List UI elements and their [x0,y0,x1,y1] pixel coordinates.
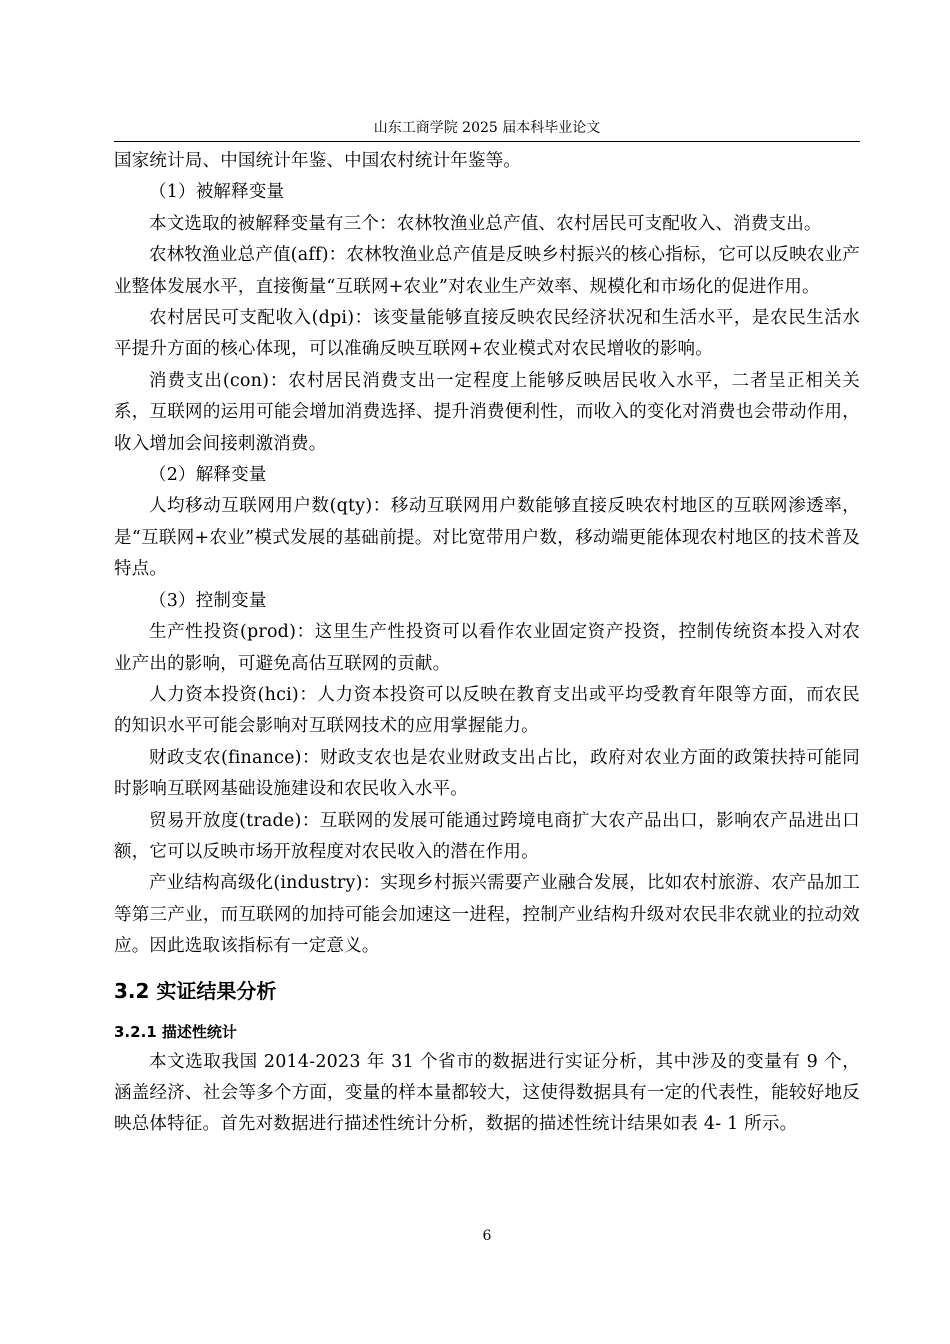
subsection-heading: 3.2.1 描述性统计 [114,1022,237,1041]
page-body [114,146,860,1141]
paragraph-prod: 生产性投资(prod)：这里生产性投资可以看作农业固定资产投资，控制传统资本投入对农业产出的影响，可避免高估互联网的贡献。 [114,622,860,674]
paragraph-hci: 人力资本投资(hci)：人力资本投资可以反映在教育支出或平均受教育年限等方面，而农民的知识水平可能会影响对互联网技术的应用掌握能力。 [114,684,860,737]
paragraph-trade: 贸易开放度(trade)：互联网的发展可能通过跨境电商扩大农产品出口，影响农产品进出口额，它可以反映市场开放程度对农民收入的潜在作用。 [114,810,860,862]
subheading-control-variables: （3）控制变量 [149,590,267,611]
paragraph-qty: 人均移动互联网用户数(qty)：移动互联网用户数能够直接反映农村地区的互联网渗透率，是“互联网+农业”模式发展的基础前提。对比宽带用户数，移动端更能体现农村地区的技术普及特点。 [114,496,860,580]
subheading-explanatory-variables: （2）解释变量 [149,465,267,486]
paragraph-finance: 财政支农(finance)：财政支农也是农业财政支出占比，政府对农业方面的政策扶持可能同时影响互联网基础设施建设和农民收入水平。 [114,747,860,800]
subheading-dependent-variables: （1）被解释变量 [149,182,285,203]
paragraph-industry: 产业结构高级化(industry)：实现乡村振兴需要产业融合发展，比如农村旅游、农产品加工等第三产业，而互联网的加持可能会加速这一进程，控制产业结构升级对农民非农就业的拉动效应。因此选取该指标有一定意义。 [114,873,860,957]
paragraph-dpi: 农村居民可支配收入(dpi)：该变量能够直接反映农民经济状况和生活水平，是农民生活水平提升方面的核心体现，可以准确反映互联网+农业模式对农民增收的影响。 [114,308,860,360]
running-header: 山东工商学院 2025 届本科毕业论文 [373,120,601,136]
section-heading: 3.2 实证结果分析 [114,978,277,1003]
paragraph-descriptive-stats: 本文选取我国 2014-2023 年 31 个省市的数据进行实证分析，其中涉及的变量有 9 个，涵盖经济、社会等多个方面，变量的样本量都较大，这使得数据具有一定的代表性，能较好地反映总体特征。首先对数据进行描述性统计分析，数据的描述性统计结果如表 4- 1 所示。 [114,1051,860,1135]
paragraph-con: 消费支出(con)：农村居民消费支出一定程度上能够反映居民收入水平，二者呈正相关关系，互联网的运用可能会增加消费选择、提升消费便利性，而收入的变化对消费也会带动作用，收入增加会间接刺激消费。 [114,370,860,454]
page-number: 6 [482,1228,492,1244]
header-rule [114,141,860,142]
paragraph-dependent-intro: 本文选取的被解释变量有三个：农林牧渔业总产值、农村居民可支配收入、消费支出。 [149,213,822,234]
paragraph-aff: 农林牧渔业总产值(aff)：农林牧渔业总产值是反映乡村振兴的核心指标，它可以反映农业产业整体发展水平，直接衡量“互联网+农业”对农业生产效率、规模化和市场化的促进作用。 [114,245,860,297]
paragraph-data-sources: 国家统计局、中国统计年鉴、中国农村统计年鉴等。 [114,151,522,171]
